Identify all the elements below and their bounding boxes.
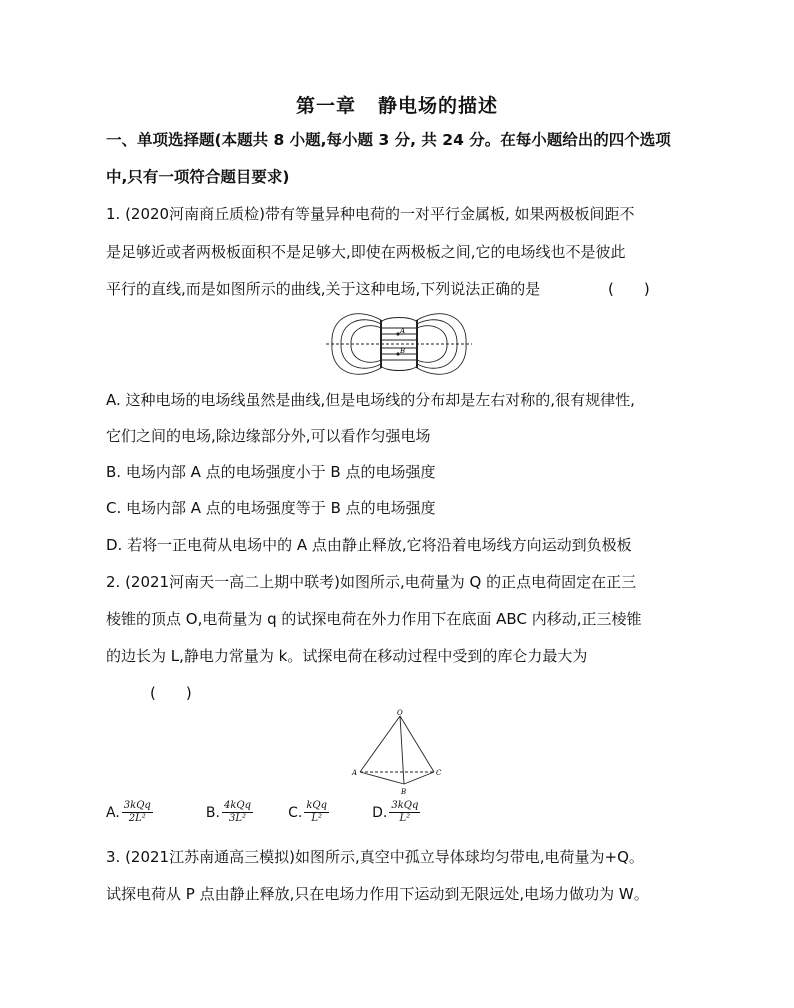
q1-answer-paren: ( )	[608, 280, 650, 298]
q2-pyramid-figure	[348, 708, 448, 796]
q1-field-lines-figure	[326, 306, 472, 384]
q2-choice-d: D. $\frac{\text{3kQq}}{\text{L²}}$	[372, 800, 419, 824]
q2-choice-a: A. $\frac{\text{3kQq}}{\text{2L²}}$	[106, 800, 151, 824]
q2-choice-c: C. $\frac{\text{kQq}}{\text{L²}}$	[288, 800, 327, 824]
q1-stem-line3: 平行的直线,而是如图所示的曲线,关于这种电场,下列说法正确的是	[106, 280, 541, 298]
q3-stem-line1: 3. (2021江苏南通高三模拟)如图所示,真空中孤立导体球均匀带电,电荷量为+Q。	[106, 848, 644, 866]
chapter-name: 静电场的描述	[378, 95, 499, 117]
q1-point-a-label: A	[400, 327, 406, 335]
q1-point-b-label: B	[400, 347, 406, 355]
q2-vertex-a-label: A	[352, 769, 358, 777]
q2-vertex-b-label: B	[401, 788, 407, 796]
q1-option-b: B. 电场内部 A 点的电场强度小于 B 点的电场强度	[106, 463, 436, 481]
q1-option-a-line2: 它们之间的电场,除边缘部分外,可以看作匀强电场	[106, 427, 431, 445]
q2-answer-paren: ( )	[150, 684, 192, 702]
q2-stem-line1: 2. (2021河南天一高二上期中联考)如图所示,电荷量为 Q 的正点电荷固定在正三	[106, 573, 637, 591]
q2-choices	[106, 800, 446, 825]
q1-option-c: C. 电场内部 A 点的电场强度等于 B 点的电场强度	[106, 499, 436, 517]
chapter-number: 第一章	[295, 95, 356, 117]
q1-option-d: D. 若将一正电荷从电场中的 A 点由静止释放,它将沿着电场线方向运动到负极板	[106, 536, 632, 554]
q2-vertex-o-label: O	[397, 709, 403, 717]
q3-stem-line2: 试探电荷从 P 点由静止释放,只在电场力作用下运动到无限远处,电场力做功为 W。	[106, 885, 649, 903]
q1-option-a-line1: A. 这种电场的电场线虽然是曲线,但是电场线的分布却是左右对称的,很有规律性,	[106, 391, 635, 409]
q1-stem-line2: 是足够近或者两极板面积不是足够大,即使在两极板之间,它的电场线也不是彼此	[106, 243, 626, 261]
chapter-title	[0, 91, 794, 118]
q2-stem-line2: 棱锥的顶点 O,电荷量为 q 的试探电荷在外力作用下在底面 ABC 内移动,正三棱锥	[106, 610, 642, 628]
q2-vertex-c-label: C	[436, 769, 442, 777]
section-heading-line1: 一、单项选择题(本题共 8 小题,每小题 3 分, 共 24 分。在每小题给出的四个选项	[106, 131, 671, 149]
section-heading-line2: 中,只有一项符合题目要求)	[106, 168, 290, 186]
q1-stem-line1: 1. (2020河南商丘质检)带有等量异种电荷的一对平行金属板, 如果两极板间距不	[106, 205, 635, 223]
q2-stem-line3: 的边长为 L,静电力常量为 k。试探电荷在移动过程中受到的库仑力最大为	[106, 647, 588, 665]
q2-choice-b: B. $\frac{\text{4kQq}}{\text{3L²}}$	[205, 800, 251, 824]
